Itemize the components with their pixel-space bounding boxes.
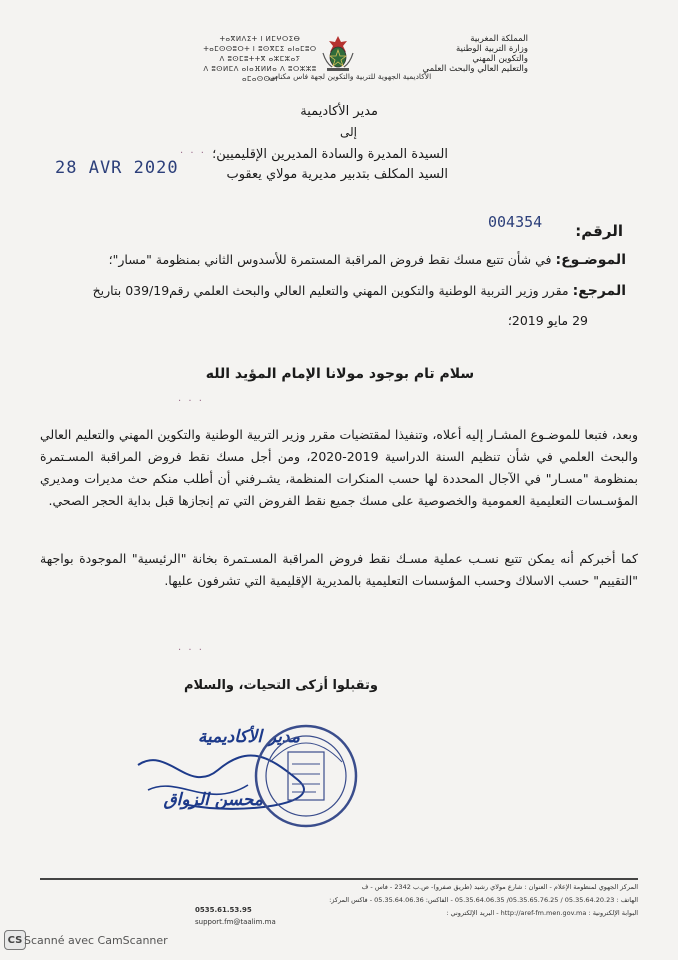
to-word: إلى bbox=[340, 125, 357, 139]
header-arabic bbox=[348, 34, 528, 74]
reference-line bbox=[93, 283, 626, 299]
reference-label: المرجع: bbox=[572, 283, 626, 299]
reference-number: 004354 bbox=[488, 213, 543, 231]
body-paragraph-1: وبعد، فتبعا للموضـوع المشـار إليه أعلاه، وتنفيذا لمقتضيات مقرر وزير التربية الوطنية والتكوين المهني والتعليم العالي والبحث العلمي في شأن تنظيم السنة الدراسية 2019-2020، ومن أجل مسك نقط فروض المراقبة المسـتمرة بمنظومة "مسـار" في الآجال المحددة لها حسب المنكرات المنظمة، يشـرفني أن أطلب منكم حث مديرات ومديري المؤسـسات التعليمية العمومية والخصوصية على مسك جميع نقط الفروض التي تم إنجازها قبل بداية الحجر الصحي. bbox=[40, 427, 638, 508]
footer-phones: الهاتف : 05.35.64.20.23 / 05.35.65.76.25/ 05.35.64.06.35 - الفاكس: 05.35.64.06.36 - فاكس المركز: bbox=[329, 896, 638, 904]
greeting: سلام تام بوجود مولانا الإمام المؤيد الله bbox=[205, 366, 475, 382]
academy-name: الأكاديمية الجهوية للتربية والتكوين لجهة فاس مكناس bbox=[268, 72, 432, 81]
footer-portal: البوابة الإلكترونية : http://aref-fm.men.gov.ma - البريد الإلكتروني : bbox=[446, 909, 638, 917]
subject-line bbox=[109, 252, 626, 268]
footer-rule bbox=[40, 878, 638, 880]
ink-dots: · · · bbox=[178, 396, 204, 407]
body-paragraph-2: كما أخبركم أنه يمكن تتبع نسـب عملية مسـك نقط فروض المراقبة المسـتمرة بخانة "الرئيسية" الموجودة بواجهة "التقييم" حسب الاسلاك وحسب المؤسسات التعليمية بالمديرية الإقليمية التي تشرفون عليها. bbox=[40, 551, 638, 588]
tifinagh-line: ⵜⴰⴳⵍⴷⵉⵜ ⵏ ⵍⵎⵖⵔⵉⴱ bbox=[219, 35, 301, 43]
tifinagh-line: ⵜⴰⵎⵙⵙⵓⵔⵜ ⵏ ⵓⵙⴳⵎⵉ ⴰⵏⴰⵎⵓⵔ bbox=[203, 45, 317, 53]
arabic-header-line: والتعليم العالي والبحث العلمي bbox=[422, 64, 528, 74]
ink-dots: · · · bbox=[180, 148, 206, 159]
camscanner-watermark bbox=[4, 930, 168, 950]
reference-text: مقرر وزير التربية الوطنية والتكوين المهني والتعليم العالي والبحث العلمي رقم039/19 بتاريخ bbox=[92, 283, 569, 298]
official-seal-stamp bbox=[252, 722, 360, 830]
arabic-header-line: المملكة المغربية bbox=[470, 34, 528, 44]
ink-dots: · · · bbox=[178, 645, 204, 656]
recipient-line-2: السيد المكلف بتدبير مديرية مولاي يعقوب bbox=[226, 167, 448, 182]
sender-title: مدير الأكاديمية bbox=[300, 104, 378, 119]
tifinagh-line: ⴷ ⵓⵙⵎⵓⵜⵜⴳ ⴰⵣⵎⵣⴰⵢ bbox=[219, 55, 301, 63]
closing-line: وتقبلوا أزكى التحيات، والسلام bbox=[183, 678, 378, 693]
reference-date: 29 مايو 2019؛ bbox=[507, 313, 588, 328]
arabic-header-line: والتكوين المهني bbox=[472, 54, 528, 64]
footer-fax-center: 0535.61.53.95 bbox=[195, 906, 252, 914]
signature-title: مدير الأكاديمية bbox=[197, 727, 300, 747]
recipient-line-1: السيدة المديرة والسادة المديرين الإقليميين؛ bbox=[212, 147, 448, 162]
subject-label: الموضـوع: bbox=[555, 252, 626, 268]
reference-number-label: الرقم: bbox=[575, 222, 623, 240]
tifinagh-line: ⴷ ⵓⵙⵍⵎⴷ ⴰⵏⴰⴼⵍⵍⴰ ⴷ ⵓⵔⵣⵣⵓ ⴰⵎⴰⵙⵙⴰⵏ bbox=[203, 65, 317, 83]
footer-email: support.fm@taalim.ma bbox=[195, 918, 276, 926]
camscanner-text: Scanné avec CamScanner bbox=[24, 933, 168, 947]
signatory-name: محسن الزواق bbox=[163, 790, 263, 810]
arabic-header-line: وزارة التربية الوطنية bbox=[455, 44, 528, 54]
date-stamp: 28 AVR 2020 bbox=[55, 158, 179, 178]
camscanner-logo-icon: CS bbox=[4, 930, 26, 950]
footer-address: المركز الجهوي لمنظومة الإعلام - العنوان : شارع مولاي رشيد (طريق صفرو)- ص.ب 2342 - فاس - ف bbox=[361, 883, 638, 891]
subject-text: في شأن تتبع مسك نقط فروض المراقبة المستمرة للأسدوس الثاني بمنظومة "مسار"؛ bbox=[108, 252, 552, 267]
